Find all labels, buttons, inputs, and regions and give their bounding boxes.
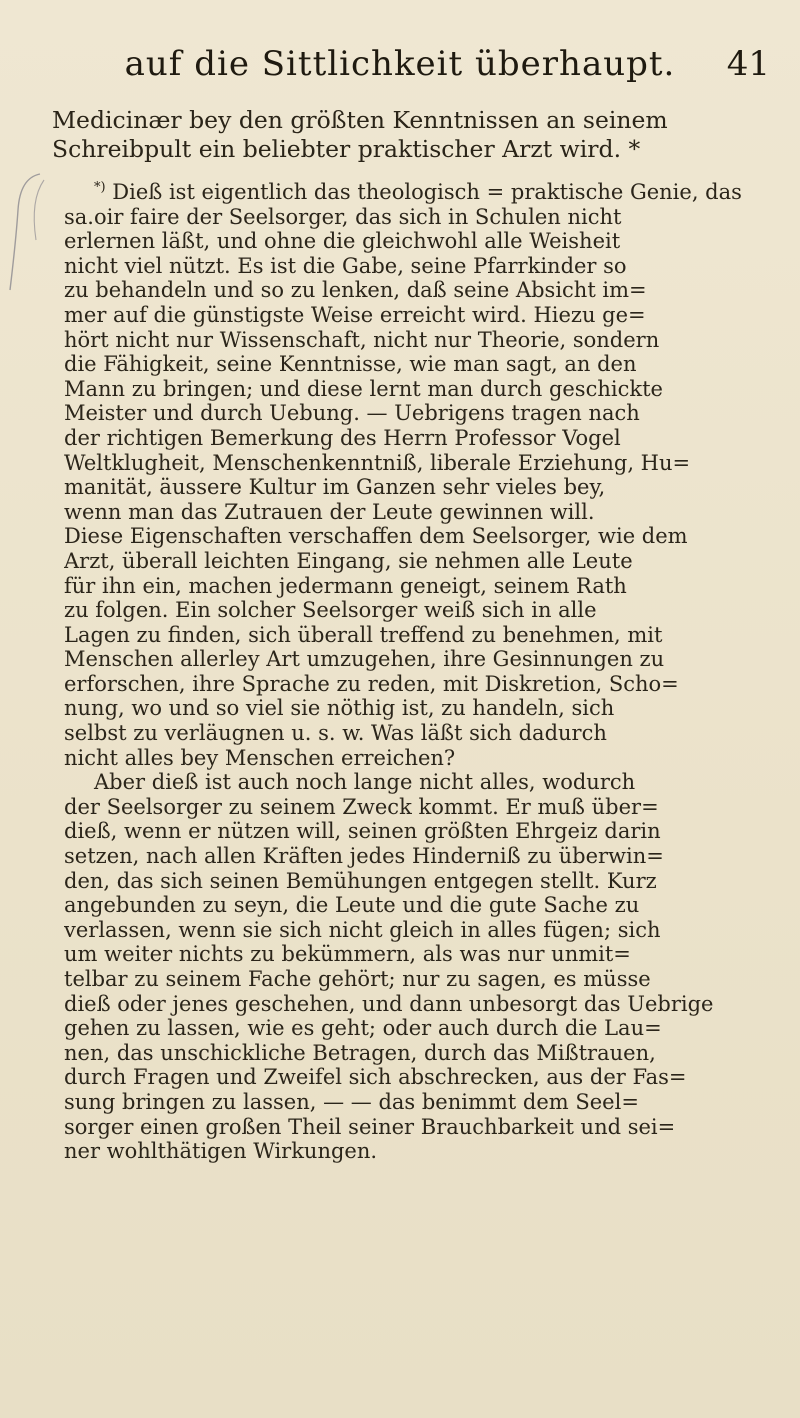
intro-line: Schreibpult ein beliebter praktischer Arzt wird. * [52,135,641,163]
page-number: 41 [726,44,770,84]
footnote-line: zu folgen. Ein solcher Seelsorger weiß sich in alle [64,598,597,623]
footnote-line: gehen zu lassen, wie es geht; oder auch durch die Lau= [64,1016,662,1041]
footnote-line: dieß oder jenes geschehen, und dann unbesorgt das Uebrige [64,991,714,1016]
footnote-line: setzen, nach allen Kräften jedes Hinderniß zu überwin= [64,844,664,869]
footnote-line: nicht alles bey Menschen erreichen? [64,745,456,770]
footnote-marker: *) [94,180,106,195]
running-title: auf die Sittlichkeit überhaupt. [124,44,676,84]
footnote-line: erforschen, ihre Sprache zu reden, mit Diskretion, Scho= [64,671,679,696]
footnote-line: hört nicht nur Wissenschaft, nicht nur Theorie, sondern [64,327,660,352]
footnote-line: selbst zu verläugnen u. s. w. Was läßt sich dadurch [64,721,607,746]
footnote-line: telbar zu seinem Fache gehört; nur zu sagen, es müsse [64,967,651,991]
footnote-line: der richtigen Bemerkung des Herrn Professor Vogel [64,425,621,450]
footnote-line: nicht viel nützt. Es ist die Gabe, seine Pfarrkinder so [64,253,627,278]
footnote-line: zu behandeln und so zu lenken, daß seine Absicht im= [64,278,647,303]
footnote-line: für ihn ein, machen jedermann geneigt, seinem Rath [64,573,627,598]
footnote-line: den, das sich seinen Bemühungen entgegen stellt. Kurz [64,868,657,893]
footnote-line: Weltklugheit, Menschenkenntniß, liberale Erziehung, Hu= [64,450,691,475]
footnote-line: angebunden zu seyn, die Leute und die gute Sache zu [64,893,640,918]
footnote-line: dieß, wenn er nützen will, seinen größten Ehrgeiz darin [64,819,661,844]
footnote-line: manität, äussere Kultur im Ganzen sehr vieles bey, [64,475,606,500]
footnote-line: Lagen zu finden, sich überall treffend zu benehmen, mit [64,622,663,647]
footnote-line: der Seelsorger zu seinem Zweck kommt. Er muß über= [64,794,659,819]
intro-line: Medicinær bey den größten Kenntnissen an seinem [52,106,668,134]
footnote-line: Arzt, überall leichten Eingang, sie nehmen alle Leute [64,548,633,573]
footnote-line: *) Dieß ist eigentlich das theologisch = praktische Genie, das [94,180,742,204]
margin-pencil-marks [0,170,60,300]
footnote-line: ner wohlthätigen Wirkungen. [64,1139,378,1164]
footnote-line: mer auf die günstigste Weise erreicht wird. Hiezu ge= [64,302,646,327]
footnote-line: nung, wo und so viel sie nöthig ist, zu handeln, sich [64,696,615,721]
footnote [64,176,778,1164]
footnote-line: Diese Eigenschaften verschaffen dem Seelsorger, wie dem [64,524,688,549]
footnote-line: verlassen, wenn sie sich nicht gleich in alles fügen; sich [64,917,661,942]
footnote-line: sa.oir faire der Seelsorger, das sich in Schulen nicht [64,204,622,229]
footnote-line: sorger einen großen Theil seiner Brauchbarkeit und sei= [64,1114,676,1139]
footnote-line: nen, das unschickliche Betragen, durch das Mißtrauen, [64,1040,656,1065]
intro-paragraph [52,106,760,164]
running-head [0,38,800,90]
footnote-line: Menschen allerley Art umzugehen, ihre Gesinnungen zu [64,647,665,672]
footnote-line: wenn man das Zutrauen der Leute gewinnen will. [64,499,595,524]
footnote-line: Aber dieß ist auch noch lange nicht alles, wodurch [94,770,636,795]
footnote-line: Mann zu bringen; und diese lernt man durch geschickte [64,376,663,401]
footnote-line: durch Fragen und Zweifel sich abschrecken, aus der Fas= [64,1065,687,1090]
footnote-line: die Fähigkeit, seine Kenntnisse, wie man sagt, an den [64,352,637,377]
footnote-line: sung bringen zu lassen, — — das benimmt dem Seel= [64,1089,639,1114]
footnote-line: um weiter nichts zu bekümmern, als was nur unmit= [64,942,631,967]
footnote-line: Meister und durch Uebung. — Uebrigens tragen nach [64,401,640,426]
footnote-line: erlernen läßt, und ohne die gleichwohl alle Weisheit [64,229,621,254]
